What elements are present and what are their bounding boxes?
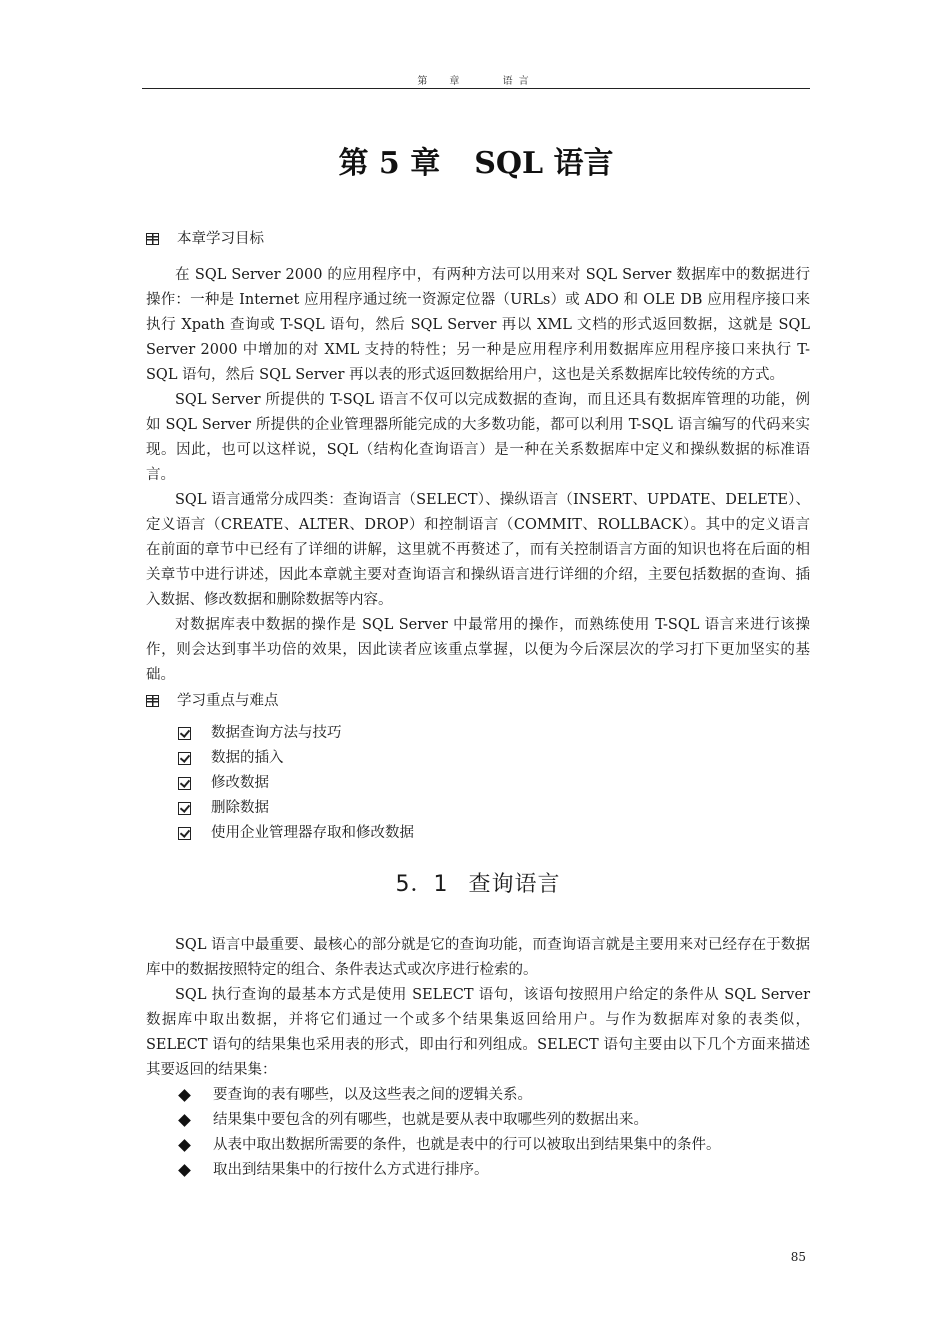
diamond-bullet-icon <box>178 1139 191 1152</box>
header-rule <box>142 88 810 89</box>
grid-bullet-icon <box>146 233 159 245</box>
checkbox-icon <box>178 802 191 815</box>
page-content <box>146 226 810 1183</box>
list-item <box>146 796 810 821</box>
section-title: 查询语言 <box>468 872 561 897</box>
diamond-bullet-icon <box>178 1114 191 1127</box>
key-points-label: 学习重点与难点 <box>177 692 279 709</box>
list-item <box>146 746 810 771</box>
section-paragraph: SQL 语言中最重要、最核心的部分就是它的查询功能，而查询语言就是主要用来对已经存在于数据库中的数据按照特定的组合、条件表达式或次序进行检索的。 <box>146 937 810 978</box>
objectives-paragraph: SQL 语言通常分成四类：查询语言（SELECT）、操纵语言（INSERT、UPDATE、DELETE）、定义语言（CREATE、ALTER、DROP）和控制语言（COMMIT、ROLLBACK）。其中的定义语言在前面的章节中已经有了详细的讲解，这里就不再赘述了，而有关控制语言方面的知识也将在后面的相关章节中进行讲述，因此本章就主要对查询语言和操纵语言进行详细的介绍，主要包括数据的查询、插入数据、修改数据和删除数据等内容。 <box>146 492 810 608</box>
list-item <box>146 771 810 796</box>
running-head <box>142 72 810 87</box>
objectives-paragraph: 对数据库表中数据的操作是 SQL Server 中最常用的操作，而熟练使用 T-SQL 语言来进行该操作，则会达到事半功倍的效果，因此读者应该重点掌握，以便为今后深层次的学习打下更加坚实的基础。 <box>146 617 810 683</box>
bullet-text: 结果集中要包含的列有哪些，也就是要从表中取哪些列的数据出来。 <box>213 1112 648 1128</box>
diamond-bullet-icon <box>178 1089 191 1102</box>
bullet-text: 从表中取出数据所需要的条件，也就是表中的行可以被取出到结果集中的条件。 <box>213 1137 721 1153</box>
running-head-topic: 语言 <box>502 76 535 87</box>
list-item <box>146 1108 810 1133</box>
key-point-text: 数据的插入 <box>211 750 284 766</box>
checkbox-icon <box>178 727 191 740</box>
section-heading <box>146 872 810 897</box>
section-paragraph: SQL 执行查询的最基本方式是使用 SELECT 语句，该语句按照用户给定的条件从 SQL Server 数据库中取出数据，并将它们通过一个或多个结果集返回给用户。与作为数据库对象的表类似，SELECT 语句的结果集也采用表的形式，即由行和列组成。SELECT 语句主要由以下几个方面来描述其要返回的结果集： <box>146 987 810 1078</box>
bullet-text: 取出到结果集中的行按什么方式进行排序。 <box>213 1162 489 1178</box>
chapter-name: SQL 语言 <box>474 146 614 181</box>
objectives-paragraph: 在 SQL Server 2000 的应用程序中，有两种方法可以用来对 SQL Server 数据库中的数据进行操作：一种是 Internet 应用程序通过统一资源定位器（URLs）或 ADO 和 OLE DB 应用程序接口来执行 Xpath 查询或 T-SQL 语句，然后 SQL Server 再以 XML 文档的形式返回数据，这就是 SQL Server 2000 中增加的对 XML 支持的特性；另一种是应用程序利用数据库应用程序接口来执行 T-SQL 语句，然后 SQL Server 再以表的形式返回数据给用户，这也是关系数据库比较传统的方式。 <box>146 267 810 383</box>
checkbox-icon <box>178 777 191 790</box>
key-points-heading <box>146 688 810 713</box>
list-item <box>146 821 810 846</box>
chapter-number: 第 5 章 <box>338 146 441 181</box>
chapter-title <box>142 138 810 182</box>
section-number: 5．1 <box>395 872 449 897</box>
list-item <box>146 1133 810 1158</box>
grid-bullet-icon <box>146 695 159 707</box>
key-point-text: 使用企业管理器存取和修改数据 <box>211 825 414 841</box>
key-points-list <box>146 721 810 846</box>
bullet-text: 要查询的表有哪些，以及这些表之间的逻辑关系。 <box>213 1087 532 1103</box>
list-item <box>146 1083 810 1108</box>
objectives-heading <box>146 226 810 251</box>
checkbox-icon <box>178 752 191 765</box>
result-set-aspects-list <box>146 1083 810 1183</box>
running-head-chapter: 第 章 <box>417 76 466 87</box>
checkbox-icon <box>178 827 191 840</box>
list-item <box>146 1158 810 1183</box>
objectives-label: 本章学习目标 <box>177 230 264 247</box>
objectives-paragraph: SQL Server 所提供的 T-SQL 语言不仅可以完成数据的查询，而且还具有数据库管理的功能，例如 SQL Server 所提供的企业管理器所能完成的大多数功能，都可以利用 T-SQL 语言编写的代码来实现。因此，也可以这样说，SQL（结构化查询语言）是一种在关系数据库中定义和操纵数据的标准语言。 <box>146 392 810 483</box>
key-point-text: 修改数据 <box>211 775 269 791</box>
key-point-text: 删除数据 <box>211 800 269 816</box>
key-point-text: 数据查询方法与技巧 <box>211 725 342 741</box>
page-number: 85 <box>790 1250 806 1264</box>
diamond-bullet-icon <box>178 1164 191 1177</box>
list-item <box>146 721 810 746</box>
